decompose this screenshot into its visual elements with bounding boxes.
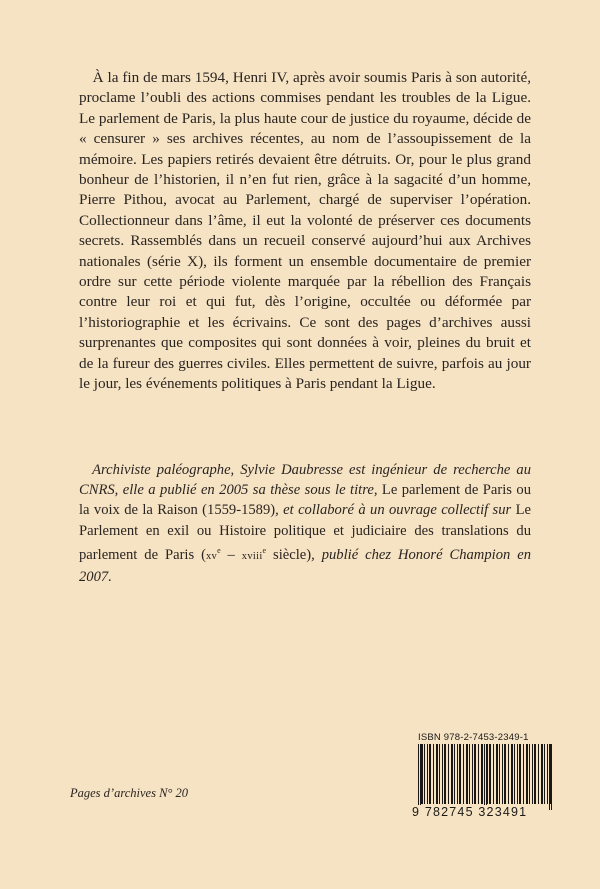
century-start-sup: e <box>217 545 221 555</box>
book-title-1: Le parlement de Paris ou la voix de la Raison (1559-1589) <box>79 482 532 519</box>
collection-label: Pages d’archives N° 20 <box>70 786 189 800</box>
century-end: xviii <box>241 550 263 562</box>
barcode-guard-right <box>549 744 550 810</box>
barcode-guard-center-2 <box>486 744 487 810</box>
book-title-2: Le Parlement en exil ou Histoire politique et judiciaire des translations du parlement de Paris ( <box>79 502 531 563</box>
barcode-number: 9 782745 323491 <box>412 805 528 819</box>
isbn-label: ISBN 978-2-7453-2349-1 <box>418 732 529 743</box>
back-cover-summary: À la fin de mars 1594, Henri IV, après avoir soumis Paris à son autorité, proclame l’oubli des actions commises pendant les troubles de la Ligue. Le parlement de Paris, la plus haute cour de justice du royaume, décide de « censurer » ses archives récentes, au nom de l’assoupissement de la mémoire. Les papiers retirés devaient être détruits. Or, pour le plus grand bonheur de l’historien, il n’en fut rien, grâce à la sagacité d’un homme, Pierre Pithou, avocat au Parlement, chargé de superviser l’opération. Collectionneur dans l’âme, il eut la volonté de préserver ces documents secrets. Rassemblés dans un recueil conservé aujourd’hui aux Archives nationales (série X), ils forment un ensemble documentaire de premier ordre sur cette période violente marquée par la rébellion des Français contre leur roi et qui fut, dès l’origine, occultée ou déformée par l’historiographie et les écrivains. Ce sont des pages d’archives aussi surprenantes que composites qui sont données à voir, pleines du bruit et de la fureur des guerres civiles. Elles permettent de suivre, parfois au jour le jour, les événements politiques à Paris pendant la Ligue. <box>79 69 531 393</box>
barcode-guard-left <box>418 744 419 810</box>
bio-text-1: Archiviste paléographe, Sylvie Daubresse est ingénieur de recherche au CNRS, elle a publié en 2005 sa thèse sous le titre, <box>79 462 531 499</box>
barcode-guard-right-2 <box>551 744 552 810</box>
book-title-2-end: siècle) <box>266 546 312 563</box>
author-biography <box>79 460 531 587</box>
bio-text-3: , publié chez Honoré Champion en 2007. <box>79 546 531 585</box>
bio-text-2: , et collaboré à un ouvrage collectif sur <box>275 502 516 519</box>
barcode-bars <box>418 744 552 804</box>
century-end-sup: e <box>262 545 267 555</box>
barcode-guard-left-2 <box>420 744 421 810</box>
century-dash: – <box>220 546 242 563</box>
isbn-barcode <box>412 732 557 822</box>
century-start: xv <box>205 550 218 562</box>
barcode-guard-center <box>484 744 485 810</box>
